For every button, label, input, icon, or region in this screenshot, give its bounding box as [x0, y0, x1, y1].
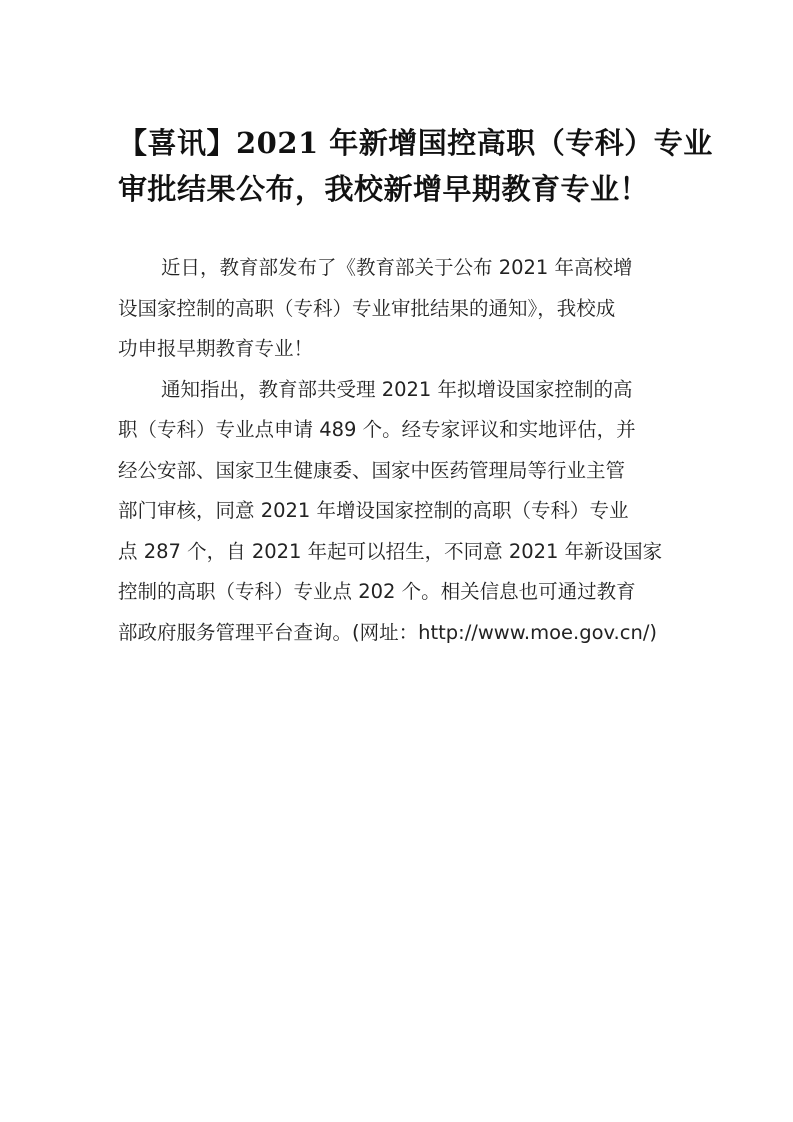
- paragraph-2-line-4: 部门审核，同意 2021 年增设国家控制的高职（专科）专业: [118, 499, 629, 522]
- title-line-1: 【喜讯】2021 年新增国控高职（专科）专业: [118, 126, 713, 160]
- paragraph-1-line-2: 设国家控制的高职（专科）专业审批结果的通知》，我校成: [118, 296, 616, 320]
- paragraph-2-line-5: 点 287 个，自 2021 年起可以招生，不同意 2021 年新设国家: [118, 539, 663, 563]
- paragraph-2-line-7: 部政府服务管理平台查询。(网址：http://www.moe.gov.cn/): [118, 620, 658, 644]
- paragraph-2-line-6: 控制的高职（专科）专业点 202 个。相关信息也可通过教育: [118, 580, 636, 603]
- title-line-2: 审批结果公布，我校新增早期教育专业！: [118, 172, 650, 206]
- paragraph-1-line-1: 近日，教育部发布了《教育部关于公布 2021 年高校增: [161, 256, 633, 279]
- paragraph-2-line-3: 经公安部、国家卫生健康委、国家中医药管理局等行业主管: [118, 458, 626, 482]
- document-title: [118, 120, 713, 212]
- paragraph-2-line-2: 职（专科）专业点申请 489 个。经专家评议和实地评估，并: [118, 418, 636, 441]
- paragraph-2-line-1: 通知指出，教育部共受理 2021 年拟增设国家控制的高: [161, 377, 633, 401]
- paragraph-2: [118, 370, 678, 654]
- paragraph-1: [118, 248, 678, 370]
- paragraph-1-line-3: 功申报早期教育专业！: [118, 337, 314, 360]
- document-body: [118, 248, 678, 653]
